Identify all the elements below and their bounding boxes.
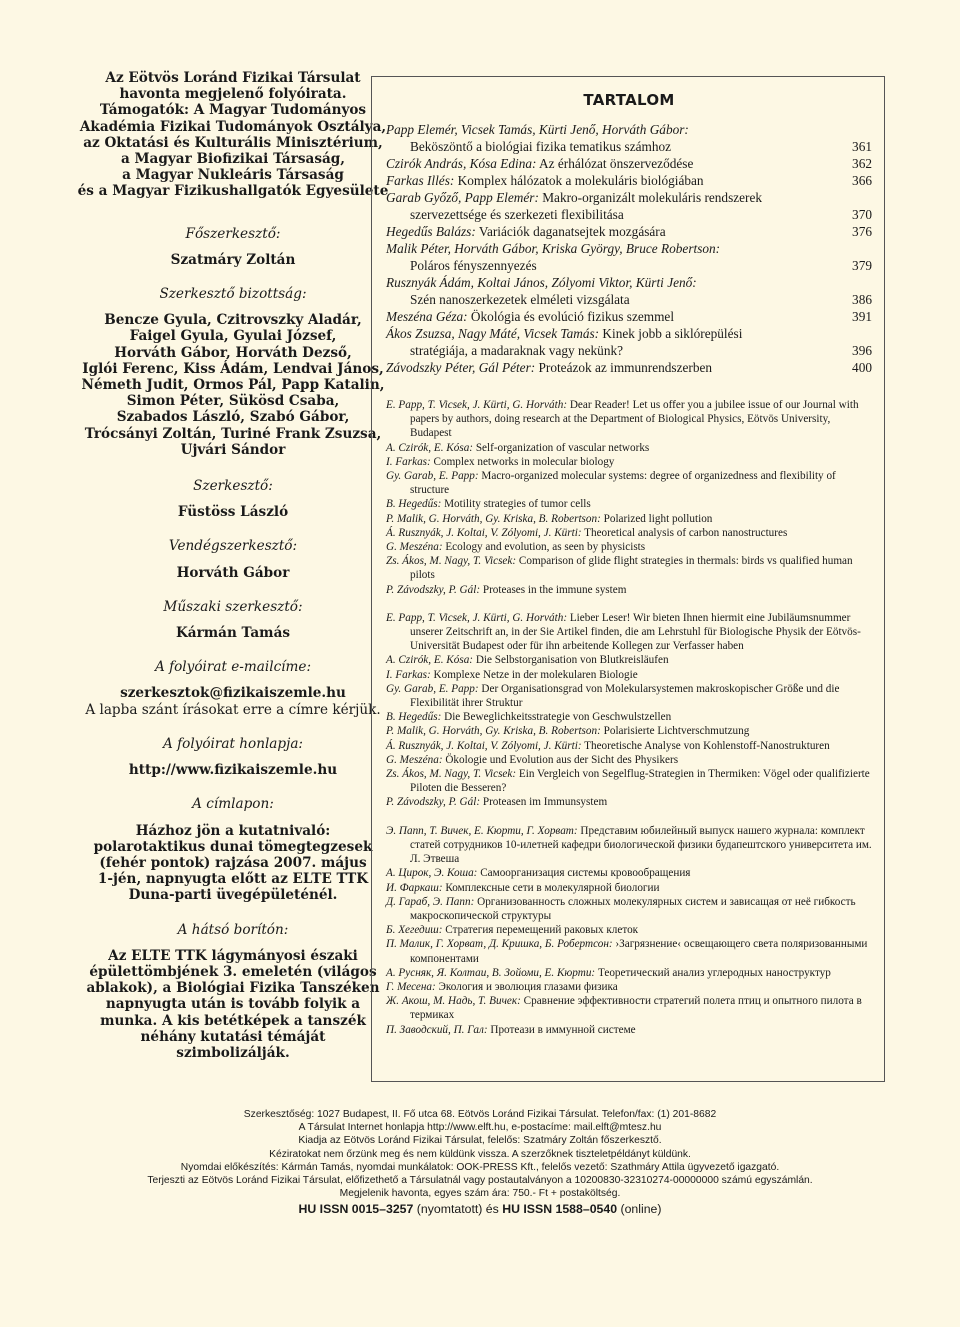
- english-entry: [386, 398, 872, 441]
- russian-entry-title: Представим юбилейный выпуск нашего журнала: комплект статей сотрудников 10-илетней кафедри биологической физики будапештского университета им. Л. Этвеша: [410, 824, 872, 866]
- contents-box: [371, 76, 885, 1082]
- chief-editor-name: Szatmáry Zoltán: [170, 251, 296, 268]
- russian-entry: [386, 937, 872, 965]
- homepage-link[interactable]: http://www.fizikaiszemle.hu: [128, 762, 338, 779]
- english-entry: [386, 540, 872, 554]
- intro-line: a Magyar Biofizikai Társaság,: [120, 151, 346, 168]
- german-entry-title: Polarisierte Lichtverschmutzung: [600, 725, 750, 738]
- toc-entry-text: [386, 325, 872, 342]
- cover-line: (fehér pontok) rajzása 2007. május: [99, 854, 367, 871]
- german-entry: [386, 653, 872, 667]
- toc-entry-authors: Meszéna Géza:: [386, 309, 468, 324]
- toc-entry-page: 362: [852, 156, 872, 171]
- toc-entry[interactable]: [386, 172, 872, 189]
- toc-entry-page: 376: [852, 224, 872, 239]
- toc-entry-line: [386, 121, 872, 138]
- imprint-lines: [0, 1108, 960, 1200]
- back-line: Az ELTE TTK lágymányosi északi: [108, 947, 358, 964]
- english-entry-title: Macro-organized molecular systems: degree of organizedness and flexibility of structure: [410, 470, 836, 497]
- intro-line: Az Eötvös Loránd Fizikai Társulat: [105, 70, 361, 86]
- toc-entry[interactable]: [386, 325, 872, 359]
- toc-entry-line: [386, 342, 872, 359]
- toc-entry-title-cont: stratégiája, a madaraknak vagy nekünk?: [410, 343, 624, 358]
- english-entry: [386, 512, 872, 526]
- toc-entry-title: Komplex hálózatok a molekuláris biológiában: [454, 173, 704, 188]
- english-entry-title: Ecology and evolution, as seen by physicists: [442, 541, 646, 554]
- toc-entry-line: [386, 223, 872, 240]
- toc-entry-title: Variációk daganatsejtek mozgására: [475, 224, 666, 239]
- german-contents: [386, 611, 872, 810]
- toc-entry-authors: Rusznyák Ádám, Koltai János, Zólyomi Viktor, Kürti Jenő:: [386, 275, 697, 290]
- german-entry-authors: Zs. Ákos, M. Nagy, T. Vicsek:: [386, 768, 517, 781]
- russian-entry: [386, 923, 872, 937]
- russian-entry: [386, 881, 872, 895]
- board-members: [62, 312, 404, 458]
- german-entry-authors: P. Závodszky, P. Gál:: [386, 796, 481, 809]
- toc-entry-title-cont: Szén nanoszerkezetek elméleti vizsgálata: [410, 292, 630, 307]
- board-line: Horváth Gábor, Horváth Dezső,: [114, 344, 352, 361]
- russian-entry: [386, 824, 872, 867]
- german-entry: [386, 710, 872, 724]
- toc-entry-line: [386, 206, 872, 223]
- english-entry: [386, 469, 872, 497]
- german-entry: [386, 682, 872, 710]
- toc-entry-line: [386, 138, 872, 155]
- issn-print-note: (nyomtatott) és: [413, 1202, 503, 1217]
- english-entry: [386, 455, 872, 469]
- russian-entry-title: Комплексные сети в молекулярной биологии: [442, 881, 660, 894]
- german-entry-title: Die Selbstorganisation von Blutkreisläufen: [473, 654, 669, 667]
- english-entry-authors: P. Závodszky, P. Gál:: [386, 583, 481, 596]
- english-entry-title: Polarized light pollution: [600, 512, 713, 525]
- english-entry-title: Proteases in the immune system: [480, 583, 627, 596]
- russian-entry-authors: Г. Месена:: [386, 980, 436, 993]
- russian-entry: [386, 866, 872, 880]
- toc-entry-text: [386, 240, 872, 257]
- russian-entry-title: ›Загрязнение‹ освещающего света поляризованными компонентами: [410, 938, 868, 965]
- german-entry-title: Ökologie und Evolution aus der Sicht des Physikers: [442, 753, 679, 766]
- toc-entry-text: [386, 223, 846, 240]
- imprint-line: Kéziratokat nem őrzünk meg és nem küldünk vissza. A szerzőknek tiszteletpéldányt küldünk.: [269, 1148, 691, 1160]
- back-line: épülettömbjének 3. emeletén (világos: [89, 963, 377, 980]
- issn-online: HU ISSN 1588–0540: [502, 1202, 618, 1217]
- russian-entry-title: Сравнение эффективности стратегий полета птиц и опытного пилота в термиках: [410, 995, 862, 1022]
- contents-title: TARTALOM: [583, 91, 675, 109]
- intro-line: a Magyar Nukleáris Társaság: [122, 167, 344, 184]
- toc-entry-title-cont: Poláros fényszennyezés: [410, 258, 537, 273]
- toc-entry-text: [386, 274, 872, 291]
- english-entry-title: Motility strategies of tumor cells: [441, 498, 591, 511]
- russian-entry-authors: Д. Гараб, Э. Папп:: [386, 895, 475, 908]
- toc-entry-text: [386, 189, 872, 206]
- english-entry-authors: Gy. Garab, E. Papp:: [386, 470, 479, 483]
- toc-entry-page: 400: [852, 360, 872, 375]
- toc-entry-authors: Farkas Illés:: [386, 173, 455, 188]
- toc-entry-line: [386, 155, 872, 172]
- english-entry-authors: B. Hegedűs:: [386, 498, 442, 511]
- german-entry-authors: E. Papp, T. Vicsek, J. Kürti, G. Horváth:: [386, 611, 568, 624]
- german-entry-authors: G. Meszéna:: [386, 753, 443, 766]
- toc-entry-text: [386, 121, 872, 138]
- back-cover-description: [62, 948, 404, 1061]
- english-entry-authors: Zs. Ákos, M. Nagy, T. Vicsek:: [386, 555, 517, 568]
- toc-entry-authors: Malik Péter, Horváth Gábor, Kriska György, Bruce Robertson:: [386, 241, 721, 256]
- imprint-line: Szerkesztőség: 1027 Budapest, II. Fő utca 68. Eötvös Loránd Fizikai Társulat. Telefon/fax: (1) 201-8682: [243, 1109, 717, 1120]
- toc-entry-authors: Závodszky Péter, Gál Péter:: [386, 360, 536, 375]
- intro-line: Támogatók: A Magyar Tudományos: [99, 102, 367, 119]
- board-label: Szerkesztő bizottság:: [159, 286, 307, 303]
- toc-entry-page: 366: [852, 173, 872, 188]
- german-entry-title: Theoretische Analyse von Kohlenstoff-Nanostrukturen: [581, 739, 830, 752]
- german-entry-authors: B. Hegedűs:: [386, 711, 442, 724]
- back-line: munka. A kis betétképek a tanszék: [100, 1012, 366, 1029]
- russian-entry: [386, 895, 872, 923]
- german-entry: [386, 795, 872, 809]
- board-line: Németh Judit, Ormos Pál, Papp Katalin,: [81, 377, 385, 394]
- toc-entry[interactable]: [386, 240, 872, 274]
- toc-entry-line: [386, 308, 872, 325]
- toc-entry-title: Az érhálózat önszerveződése: [536, 156, 694, 171]
- cover-line: Házhoz jön a kutatnivaló:: [135, 822, 331, 839]
- intro-line: és a Magyar Fizikushallgatók Egyesülete: [77, 183, 389, 200]
- toc-entry-line: [386, 274, 872, 291]
- german-entry-authors: Á. Rusznyák, J. Koltai, V. Zólyomi, J. Kürti:: [386, 739, 582, 752]
- cover-line: 1-jén, napnyugta előtt az ELTE TTK: [97, 871, 369, 888]
- imprint-line: A Társulat Internet honlapja http://www.elft.hu, e-postacíme: mail.elft@mtesz.hu: [298, 1122, 662, 1134]
- toc-entry-title: Ökológia és evolúció fizikus szemmel: [467, 309, 675, 324]
- intro-line: az Oktatási és Kulturális Minisztérium,: [83, 134, 383, 151]
- toc-entry[interactable]: [386, 155, 872, 172]
- back-line: szimbolizálják.: [176, 1044, 290, 1061]
- board-line: Bencze Gyula, Czitrovszky Aladár,: [104, 312, 362, 329]
- toc-entry[interactable]: [386, 121, 872, 155]
- german-entry-authors: Gy. Garab, E. Papp:: [386, 682, 479, 695]
- email-note: A lapba szánt írásokat erre a címre kérjük.: [85, 701, 381, 718]
- russian-entry-authors: П. Заводский, П. Гал:: [386, 1023, 488, 1036]
- toc-entry[interactable]: [386, 359, 872, 376]
- russian-entry: [386, 1023, 872, 1037]
- back-cover-label: A hátsó borítón:: [177, 921, 289, 938]
- english-entry: [386, 497, 872, 511]
- board-line: Trócsányi Zoltán, Turiné Frank Zsuzsa,: [84, 425, 382, 442]
- english-entry: [386, 554, 872, 582]
- tech-editor-name: Kármán Tamás: [175, 625, 291, 642]
- russian-contents: [386, 824, 872, 1037]
- toc-entry[interactable]: [386, 274, 872, 308]
- toc-entry-authors: Papp Elemér, Vicsek Tamás, Kürti Jenő, Horváth Gábor:: [386, 122, 689, 137]
- german-entry: [386, 611, 872, 654]
- toc-entry-text: [386, 155, 846, 172]
- toc-entry-title-cont: szervezettsége és szerkezeti flexibilitása: [410, 207, 624, 222]
- board-line: Ujvári Sándor: [180, 441, 286, 458]
- chief-editor-label: Főszerkesztő:: [185, 225, 281, 242]
- english-entry-authors: P. Malik, G. Horváth, Gy. Kriska, B. Robertson:: [386, 512, 601, 525]
- toc-entry-line: [386, 257, 872, 274]
- toc-entry-page: 361: [852, 139, 872, 154]
- toc-entry-title: Proteázok az immunrendszerben: [535, 360, 713, 375]
- german-entry-authors: I. Farkas:: [386, 668, 431, 681]
- russian-entry-authors: Ж. Акош, М. Надь, Т. Вичек:: [386, 995, 521, 1008]
- toc-entry-page: 370: [852, 207, 872, 222]
- toc-entry-authors: Czirók András, Kósa Edina:: [386, 156, 537, 171]
- toc-entry-line: [386, 240, 872, 257]
- homepage-label: A folyóirat honlapja:: [162, 735, 304, 752]
- toc-entry-page: 379: [852, 258, 872, 273]
- issn-line: [0, 1203, 960, 1216]
- english-entry-authors: G. Meszéna:: [386, 541, 443, 554]
- english-entry-authors: I. Farkas:: [386, 455, 431, 468]
- toc-entry-title-cont: Beköszöntő a biológiai fizika tematikus számhoz: [410, 139, 672, 154]
- toc-entry-authors: Ákos Zsuzsa, Nagy Máté, Vicsek Tamás:: [386, 326, 600, 341]
- issn-online-note: (online): [617, 1202, 662, 1217]
- russian-entry-title: Стратегия перемещений раковых клеток: [442, 924, 639, 937]
- german-entry-title: Lieber Leser! Wir bieten Ihnen hiermit eine Jubiläumsnummer unserer Zeitschrift an, in der Sie Artikel finden, die am Lehrstuhl für Biologische Physik der Eötvös-Universität Budapest oder für ihn arbeitende Kollegen zur Verfasser haben: [410, 611, 861, 653]
- cover-label: A címlapon:: [192, 796, 274, 813]
- tech-editor-label: Műszaki szerkesztő:: [163, 598, 303, 615]
- issn-print: HU ISSN 0015–3257: [298, 1202, 414, 1217]
- english-entry-authors: A. Czirók, E. Kósa:: [386, 441, 474, 454]
- german-entry: [386, 724, 872, 738]
- imprint-line: Nyomdai előkészítés: Kármán Tamás, nyomdai munkálatok: OOK-PRESS Kft., felelős vezető: Szathmáry Attila ügyvezető igazgató.: [180, 1161, 780, 1173]
- german-entry-title: Komplexe Netze in der molekularen Biologie: [430, 668, 638, 681]
- russian-entry-title: Экология и эволюция глазами физика: [435, 980, 618, 993]
- toc-entry-text: [386, 359, 846, 376]
- german-entry-title: Proteasen im Immunsystem: [480, 796, 608, 809]
- english-entry-authors: E. Papp, T. Vicsek, J. Kürti, G. Horváth:: [386, 399, 568, 411]
- toc-entry[interactable]: [386, 223, 872, 240]
- toc-entry-line: [386, 291, 872, 308]
- russian-entry-authors: А. Русняк, Я. Колтаи, В. Зойоми, Е. Кюрти:: [386, 966, 596, 979]
- toc-entry-line: [386, 359, 872, 376]
- english-entry-title: Dear Reader! Let us offer you a jubilee issue of our Journal with papers by authors, doing research at the Department of Biological Physics, Eötvös University, Budapest: [410, 399, 859, 440]
- intro-line: Akadémia Fizikai Tudományok Osztálya,: [79, 118, 387, 135]
- russian-entry-title: Самоорганизация системы кровообращения: [477, 867, 691, 880]
- english-entry-authors: Á. Rusznyák, J. Koltai, V. Zólyomi, J. Kürti:: [386, 526, 582, 539]
- back-line: néhány kutatási témáját: [140, 1028, 326, 1045]
- russian-entry: [386, 994, 872, 1022]
- german-entry: [386, 767, 872, 795]
- toc-entry-authors: Hegedűs Balázs:: [386, 224, 476, 239]
- imprint-line: Megjelenik havonta, egyes szám ára: 750.- Ft + postaköltség.: [339, 1188, 621, 1200]
- back-line: ablakok), a Biológiai Fizika Tanszéken: [86, 980, 380, 997]
- russian-entry-authors: А. Цирок, Э. Коша:: [386, 867, 478, 880]
- russian-entry: [386, 980, 872, 994]
- toc-entry-line: [386, 189, 872, 206]
- german-entry-authors: P. Malik, G. Horváth, Gy. Kriska, B. Robertson:: [386, 725, 601, 738]
- editor-name: Füstöss László: [177, 504, 289, 521]
- russian-entry-title: Теоретический анализ углеродных наноструктур: [595, 966, 831, 979]
- board-line: Szabados László, Szabó Gábor,: [116, 409, 350, 426]
- toc-entry-page: 386: [852, 292, 872, 307]
- toc-entry-text: [386, 308, 846, 325]
- russian-entry-title: Протеази в иммунной системе: [487, 1023, 636, 1036]
- imprint-line: Terjeszti az Eötvös Loránd Fizikai Társulat, előfizethető a Társulatnál vagy postautalványon a 10200830-32310274-00000000 számú egyszámlán.: [147, 1175, 813, 1187]
- cover-description: [62, 823, 404, 904]
- toc-entry-page: 391: [852, 309, 872, 324]
- english-entry-title: Comparison of glide flight strategies in thermals: birds vs qualified human pilots: [410, 555, 853, 582]
- english-entry-title: Self-organization of vascular networks: [473, 441, 650, 454]
- email-label: A folyóirat e-mailcíme:: [154, 659, 312, 676]
- toc-entry-authors: Garab Győző, Papp Elemér:: [386, 190, 539, 205]
- russian-entry-authors: П. Малик, Г. Хорват, Д. Кришка, Б. Робертсон:: [386, 938, 613, 951]
- toc-entry[interactable]: [386, 308, 872, 325]
- editor-label: Szerkesztő:: [193, 478, 273, 495]
- english-entry-title: Theoretical analysis of carbon nanostructures: [581, 526, 788, 539]
- imprint-line: Kiadja az Eötvös Loránd Fizikai Társulat, felelős: Szatmáry Zoltán főszerkesztő.: [298, 1135, 662, 1147]
- toc-entry-title: Kinek jobb a siklórepülési: [599, 326, 743, 341]
- board-line: Faigel Gyula, Gyulai József,: [129, 328, 337, 345]
- german-entry-title: Der Organisationsgrad von Molekularsystemen makroskopischer Größe und die Flexibilität ihrer Struktur: [410, 682, 840, 710]
- english-entry: [386, 526, 872, 540]
- german-entry-title: Die Beweglichkeitsstrategie von Geschwulstzellen: [441, 711, 672, 724]
- russian-entry-authors: Б. Хегедиш:: [386, 924, 443, 937]
- cover-line: Duna-parti üvegépületénél.: [128, 887, 338, 904]
- german-entry: [386, 753, 872, 767]
- guest-editor-label: Vendégszerkesztő:: [168, 538, 298, 555]
- email-address[interactable]: szerkesztok@fizikaiszemle.hu: [120, 685, 346, 702]
- masthead-intro: [62, 70, 404, 200]
- toc-entry-line: [386, 325, 872, 342]
- toc-entry[interactable]: [386, 189, 872, 223]
- german-entry: [386, 668, 872, 682]
- german-entry-authors: A. Czirók, E. Kósa:: [386, 654, 474, 667]
- toc-entry-title: Makro-organizált molekuláris rendszerek: [538, 190, 763, 205]
- german-entry: [386, 739, 872, 753]
- english-entry: [386, 441, 872, 455]
- imprint-footer: [0, 1108, 960, 1217]
- russian-entry-authors: Э. Папп, Т. Вичек, Е. Кюрти, Г. Хорват:: [386, 824, 578, 837]
- russian-entry: [386, 966, 872, 980]
- masthead: [62, 70, 404, 1061]
- german-entry-title: Ein Vergleich von Segelflug-Strategien in Thermiken: Vögel oder qualifizierte Piloten die Besseren?: [410, 768, 870, 795]
- board-line: Simon Péter, Sükösd Csaba,: [126, 393, 340, 410]
- toc-list: [386, 121, 872, 376]
- toc-entry-line: [386, 172, 872, 189]
- intro-line: havonta megjelenő folyóirata.: [119, 86, 347, 103]
- english-contents: [386, 398, 872, 597]
- board-line: Iglói Ferenc, Kiss Ádám, Lendvai János,: [82, 360, 384, 377]
- cover-line: polarotaktikus dunai tömegtegzesek: [93, 838, 373, 855]
- toc-entry-page: 396: [852, 343, 872, 358]
- russian-entry-title: Организованность сложных молекулярных систем и зависащая от неё гибкость макроскопической структуры: [410, 895, 856, 922]
- toc-entry-text: [386, 172, 846, 189]
- back-line: napnyugta után is tovább folyik a: [105, 996, 361, 1013]
- russian-entry-authors: И. Фаркаш:: [386, 881, 443, 894]
- english-entry-title: Complex networks in molecular biology: [430, 455, 615, 468]
- guest-editor-name: Horváth Gábor: [176, 564, 290, 581]
- english-entry: [386, 583, 872, 597]
